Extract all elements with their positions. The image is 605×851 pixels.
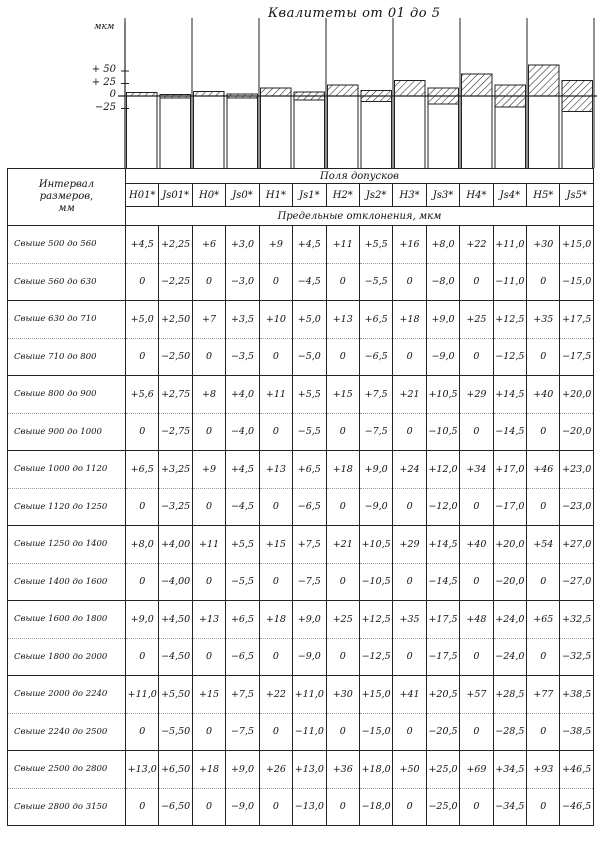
- column-header: Js01*: [159, 184, 192, 207]
- deviation-cell: +15: [192, 676, 225, 714]
- deviation-cell: +11,0: [293, 676, 326, 714]
- deviation-cell: +27,0: [560, 526, 594, 564]
- size-range-cell: Свыше 560 до 630: [8, 263, 126, 301]
- deviation-cell: +8: [192, 376, 225, 414]
- deviation-cell: 0: [393, 413, 426, 451]
- column-header: Js0*: [226, 184, 259, 207]
- deviation-cell: 0: [126, 788, 159, 826]
- deviation-cell: +18: [259, 601, 292, 639]
- deviation-cell: 0: [326, 488, 359, 526]
- deviation-cell: −18,0: [359, 788, 392, 826]
- deviation-cell: 0: [460, 788, 493, 826]
- deviation-cell: −23,0: [560, 488, 594, 526]
- deviation-cell: −28,5: [493, 713, 526, 751]
- column-header: Js4*: [493, 184, 526, 207]
- deviation-cell: +6,5: [359, 301, 392, 339]
- size-range-cell: Свыше 800 до 900: [8, 376, 126, 414]
- deviation-cell: +25,0: [426, 751, 459, 789]
- deviation-cell: +4,5: [293, 226, 326, 264]
- deviation-cell: −11,0: [293, 713, 326, 751]
- column-header: H2*: [326, 184, 359, 207]
- size-range-cell: Свыше 2500 до 2800: [8, 751, 126, 789]
- deviation-cell: 0: [460, 488, 493, 526]
- deviation-cell: +38,5: [560, 676, 594, 714]
- deviation-cell: +7,5: [226, 676, 259, 714]
- deviation-cell: +5,5: [359, 226, 392, 264]
- y-axis-unit-label: мкм: [94, 22, 115, 32]
- deviation-cell: −13,0: [293, 788, 326, 826]
- deviation-cell: +8,0: [126, 526, 159, 564]
- deviation-cell: −15,0: [359, 713, 392, 751]
- deviation-cell: 0: [259, 713, 292, 751]
- tolerance-bar: [261, 88, 292, 96]
- deviation-cell: −5,50: [159, 713, 192, 751]
- y-tick-label: −25: [94, 101, 116, 113]
- deviation-cell: −15,0: [560, 263, 594, 301]
- deviation-cell: +15,0: [560, 226, 594, 264]
- deviation-cell: 0: [527, 563, 560, 601]
- deviation-cell: +5,5: [226, 526, 259, 564]
- deviation-cell: +9,0: [126, 601, 159, 639]
- deviation-cell: −14,5: [426, 563, 459, 601]
- table-row: [8, 376, 594, 414]
- page-title: Квалитеты от 01 до 5: [268, 6, 441, 21]
- deviation-cell: +13: [259, 451, 292, 489]
- deviation-cell: +6,5: [293, 451, 326, 489]
- deviation-cell: −8,0: [426, 263, 459, 301]
- deviation-cell: −10,5: [359, 563, 392, 601]
- deviation-cell: −27,0: [560, 563, 594, 601]
- deviation-cell: +30: [326, 676, 359, 714]
- table-row: [8, 451, 594, 489]
- deviation-cell: 0: [460, 563, 493, 601]
- deviation-cell: +22: [259, 676, 292, 714]
- deviation-cell: +2,75: [159, 376, 192, 414]
- deviation-cell: +24,0: [493, 601, 526, 639]
- deviation-cell: 0: [259, 638, 292, 676]
- deviation-cell: −7,5: [359, 413, 392, 451]
- deviation-cell: +12,5: [359, 601, 392, 639]
- size-range-cell: Свыше 500 до 560: [8, 226, 126, 264]
- deviation-cell: 0: [192, 338, 225, 376]
- tolerance-bar: [529, 65, 560, 96]
- deviation-cell: +5,0: [293, 301, 326, 339]
- deviation-cell: 0: [259, 413, 292, 451]
- table-row: [8, 713, 594, 751]
- deviation-cell: +14,5: [493, 376, 526, 414]
- deviation-cell: +5,6: [126, 376, 159, 414]
- deviation-cell: +29: [393, 526, 426, 564]
- interval-header-line-3: мм: [58, 203, 75, 214]
- column-header: H5*: [527, 184, 560, 207]
- deviation-cell: 0: [126, 563, 159, 601]
- deviation-cell: 0: [126, 263, 159, 301]
- deviation-cell: −5,5: [293, 413, 326, 451]
- deviation-cell: +10,5: [426, 376, 459, 414]
- deviation-cell: 0: [192, 263, 225, 301]
- table-row: [8, 488, 594, 526]
- deviation-cell: +3,25: [159, 451, 192, 489]
- deviation-cell: +9: [259, 226, 292, 264]
- deviation-cell: +6,5: [226, 601, 259, 639]
- deviation-cell: +46,5: [560, 751, 594, 789]
- table-row: [8, 526, 594, 564]
- deviation-cell: +6,50: [159, 751, 192, 789]
- deviation-cell: +13: [192, 601, 225, 639]
- deviation-cell: −9,0: [426, 338, 459, 376]
- deviation-cell: +35: [527, 301, 560, 339]
- deviation-cell: +48: [460, 601, 493, 639]
- deviation-cell: +10,5: [359, 526, 392, 564]
- column-header: H01*: [126, 184, 159, 207]
- tolerance-bar: [328, 85, 359, 96]
- deviation-cell: −7,5: [226, 713, 259, 751]
- deviation-cell: −38,5: [560, 713, 594, 751]
- column-header: H0*: [192, 184, 225, 207]
- deviation-cell: +5,0: [126, 301, 159, 339]
- deviation-cell: +2,25: [159, 226, 192, 264]
- deviation-cell: −7,5: [293, 563, 326, 601]
- deviation-cell: −12,5: [493, 338, 526, 376]
- column-header: Js3*: [426, 184, 459, 207]
- deviation-cell: 0: [527, 263, 560, 301]
- deviation-cell: 0: [259, 338, 292, 376]
- table-row: [8, 413, 594, 451]
- size-range-cell: Свыше 1400 до 1600: [8, 563, 126, 601]
- deviation-cell: −12,0: [426, 488, 459, 526]
- tolerance-bar: [462, 74, 493, 96]
- deviation-cell: +2,50: [159, 301, 192, 339]
- deviation-cell: 0: [192, 563, 225, 601]
- y-tick-label: 0: [109, 89, 116, 100]
- deviation-cell: +4,0: [226, 376, 259, 414]
- deviations-header: Предельные отклонения, мкм: [126, 207, 594, 226]
- table-row: [8, 338, 594, 376]
- deviation-cell: +20,0: [560, 376, 594, 414]
- deviation-cell: +30: [527, 226, 560, 264]
- deviation-cell: +17,5: [560, 301, 594, 339]
- deviation-cell: +15: [326, 376, 359, 414]
- deviation-cell: +40: [460, 526, 493, 564]
- deviation-cell: −11,0: [493, 263, 526, 301]
- tolerance-bar: [395, 81, 426, 97]
- table-row: [8, 263, 594, 301]
- deviation-cell: +7: [192, 301, 225, 339]
- table-row: [8, 301, 594, 339]
- deviation-cell: −4,00: [159, 563, 192, 601]
- deviation-cell: +17,5: [426, 601, 459, 639]
- deviation-cell: 0: [460, 713, 493, 751]
- deviation-cell: 0: [326, 563, 359, 601]
- deviation-cell: −14,5: [493, 413, 526, 451]
- deviation-cell: +22: [460, 226, 493, 264]
- deviation-cell: +17,0: [493, 451, 526, 489]
- deviation-cell: +34,5: [493, 751, 526, 789]
- deviation-cell: +11,0: [126, 676, 159, 714]
- deviation-cell: 0: [527, 338, 560, 376]
- deviation-cell: +35: [393, 601, 426, 639]
- deviation-cell: +15: [259, 526, 292, 564]
- deviation-cell: +32,5: [560, 601, 594, 639]
- deviation-cell: −25,0: [426, 788, 459, 826]
- deviation-cell: 0: [326, 788, 359, 826]
- column-header: Js5*: [560, 184, 594, 207]
- deviation-cell: −3,5: [226, 338, 259, 376]
- size-range-cell: Свыше 2000 до 2240: [8, 676, 126, 714]
- deviation-cell: +13,0: [293, 751, 326, 789]
- deviation-cell: +54: [527, 526, 560, 564]
- deviation-cell: −3,0: [226, 263, 259, 301]
- deviation-cell: 0: [126, 713, 159, 751]
- deviation-cell: 0: [192, 713, 225, 751]
- deviation-cell: +11,0: [493, 226, 526, 264]
- deviation-cell: +12,0: [426, 451, 459, 489]
- deviation-cell: 0: [393, 713, 426, 751]
- size-range-cell: Свыше 1600 до 1800: [8, 601, 126, 639]
- deviation-cell: +13,0: [126, 751, 159, 789]
- size-range-cell: Свыше 2240 до 2500: [8, 713, 126, 751]
- deviation-cell: 0: [259, 788, 292, 826]
- deviation-cell: 0: [460, 413, 493, 451]
- deviation-cell: 0: [326, 413, 359, 451]
- deviation-cell: 0: [393, 788, 426, 826]
- table-row: [8, 676, 594, 714]
- deviation-cell: −4,0: [226, 413, 259, 451]
- column-header: H1*: [259, 184, 292, 207]
- column-header: H4*: [460, 184, 493, 207]
- deviation-cell: +26: [259, 751, 292, 789]
- deviation-cell: −5,5: [226, 563, 259, 601]
- deviation-cell: +7,5: [359, 376, 392, 414]
- deviation-cell: +4,5: [226, 451, 259, 489]
- deviation-cell: −6,5: [226, 638, 259, 676]
- deviation-cell: +25: [460, 301, 493, 339]
- deviation-cell: −46,5: [560, 788, 594, 826]
- y-tick-label: + 50: [91, 64, 116, 75]
- deviation-cell: 0: [393, 563, 426, 601]
- deviation-cell: +10: [259, 301, 292, 339]
- deviation-cell: +41: [393, 676, 426, 714]
- deviation-cell: +23,0: [560, 451, 594, 489]
- deviation-cell: +24: [393, 451, 426, 489]
- deviation-cell: −2,75: [159, 413, 192, 451]
- deviation-cell: 0: [460, 338, 493, 376]
- deviation-cell: +15,0: [359, 676, 392, 714]
- deviation-cell: 0: [192, 488, 225, 526]
- y-tick-label: + 25: [91, 76, 116, 88]
- size-range-cell: Свыше 2800 до 3150: [8, 788, 126, 826]
- deviation-cell: −3,25: [159, 488, 192, 526]
- tolerance-table: [7, 168, 594, 826]
- deviation-cell: 0: [192, 413, 225, 451]
- table-row: [8, 563, 594, 601]
- deviation-cell: 0: [326, 338, 359, 376]
- deviation-cell: +20,5: [426, 676, 459, 714]
- deviation-cell: +34: [460, 451, 493, 489]
- deviation-cell: −4,5: [226, 488, 259, 526]
- deviation-cell: −9,0: [359, 488, 392, 526]
- deviation-cell: −6,50: [159, 788, 192, 826]
- deviation-cell: 0: [326, 638, 359, 676]
- deviation-cell: +4,00: [159, 526, 192, 564]
- deviation-cell: +6: [192, 226, 225, 264]
- deviation-cell: −20,5: [426, 713, 459, 751]
- deviation-cell: +12,5: [493, 301, 526, 339]
- deviation-cell: −17,0: [493, 488, 526, 526]
- deviation-cell: +11: [326, 226, 359, 264]
- deviation-cell: +5,50: [159, 676, 192, 714]
- interval-header-line-1: Интервал: [38, 179, 95, 190]
- deviation-cell: +50: [393, 751, 426, 789]
- deviation-cell: 0: [259, 263, 292, 301]
- size-range-cell: Свыше 1000 до 1120: [8, 451, 126, 489]
- deviation-cell: 0: [192, 638, 225, 676]
- deviation-cell: 0: [126, 488, 159, 526]
- table-row: [8, 226, 594, 264]
- interval-header: [8, 169, 126, 226]
- deviation-cell: −5,0: [293, 338, 326, 376]
- deviation-cell: +9,0: [293, 601, 326, 639]
- deviation-cell: 0: [527, 713, 560, 751]
- deviation-cell: 0: [326, 713, 359, 751]
- deviation-cell: 0: [126, 638, 159, 676]
- deviation-cell: +13: [326, 301, 359, 339]
- deviation-cell: 0: [192, 788, 225, 826]
- deviation-cell: −17,5: [560, 338, 594, 376]
- deviation-cell: +4,5: [126, 226, 159, 264]
- deviation-cell: 0: [326, 263, 359, 301]
- deviation-cell: +6,5: [126, 451, 159, 489]
- deviation-cell: +21: [326, 526, 359, 564]
- deviation-cell: +28,5: [493, 676, 526, 714]
- deviation-cell: +65: [527, 601, 560, 639]
- deviation-cell: −17,5: [426, 638, 459, 676]
- deviation-cell: +20,0: [493, 526, 526, 564]
- column-header: H3*: [393, 184, 426, 207]
- table-row: [8, 751, 594, 789]
- deviation-cell: 0: [393, 263, 426, 301]
- deviation-cell: −2,50: [159, 338, 192, 376]
- deviation-cell: +9: [192, 451, 225, 489]
- deviation-cell: −12,5: [359, 638, 392, 676]
- size-range-cell: Свыше 1250 до 1400: [8, 526, 126, 564]
- deviation-cell: +69: [460, 751, 493, 789]
- deviation-cell: +4,50: [159, 601, 192, 639]
- deviation-cell: 0: [393, 338, 426, 376]
- deviation-cell: −20,0: [493, 563, 526, 601]
- deviation-cell: +93: [527, 751, 560, 789]
- deviation-cell: −24,0: [493, 638, 526, 676]
- deviation-cell: +16: [393, 226, 426, 264]
- deviation-cell: −9,0: [293, 638, 326, 676]
- deviation-cell: +7,5: [293, 526, 326, 564]
- deviation-cell: +46: [527, 451, 560, 489]
- deviation-cell: −20,0: [560, 413, 594, 451]
- deviation-cell: +77: [527, 676, 560, 714]
- deviation-cell: +57: [460, 676, 493, 714]
- deviation-cell: +36: [326, 751, 359, 789]
- tolerance-fields-header: Поля допусков: [126, 169, 594, 184]
- tolerance-bar: [194, 92, 225, 97]
- deviation-cell: −4,50: [159, 638, 192, 676]
- deviation-cell: 0: [527, 638, 560, 676]
- table-row: [8, 788, 594, 826]
- deviation-cell: +25: [326, 601, 359, 639]
- deviation-cell: +18,0: [359, 751, 392, 789]
- deviation-cell: 0: [460, 638, 493, 676]
- deviation-cell: −6,5: [359, 338, 392, 376]
- deviation-cell: 0: [259, 488, 292, 526]
- deviation-cell: +5,5: [293, 376, 326, 414]
- deviation-cell: 0: [527, 788, 560, 826]
- size-range-cell: Свыше 900 до 1000: [8, 413, 126, 451]
- deviation-cell: +11: [259, 376, 292, 414]
- column-header: Js2*: [359, 184, 392, 207]
- table-row: [8, 601, 594, 639]
- deviation-cell: 0: [460, 263, 493, 301]
- deviation-cell: +8,0: [426, 226, 459, 264]
- deviation-cell: 0: [527, 488, 560, 526]
- size-range-cell: Свыше 1800 до 2000: [8, 638, 126, 676]
- deviation-cell: −5,5: [359, 263, 392, 301]
- interval-header-line-2: размеров,: [39, 191, 94, 202]
- deviation-cell: −6,5: [293, 488, 326, 526]
- deviation-cell: +21: [393, 376, 426, 414]
- deviation-cell: +9,0: [359, 451, 392, 489]
- deviation-cell: 0: [393, 638, 426, 676]
- deviation-cell: +40: [527, 376, 560, 414]
- deviation-cell: −4,5: [293, 263, 326, 301]
- deviation-cell: +3,0: [226, 226, 259, 264]
- deviation-cell: 0: [126, 413, 159, 451]
- deviation-cell: −32,5: [560, 638, 594, 676]
- size-range-cell: Свыше 710 до 800: [8, 338, 126, 376]
- deviation-cell: +14,5: [426, 526, 459, 564]
- deviation-cell: −34,5: [493, 788, 526, 826]
- deviation-cell: 0: [259, 563, 292, 601]
- deviation-cell: −2,25: [159, 263, 192, 301]
- deviation-cell: 0: [126, 338, 159, 376]
- size-range-cell: Свыше 1120 до 1250: [8, 488, 126, 526]
- deviation-cell: 0: [393, 488, 426, 526]
- deviation-cell: +9,0: [426, 301, 459, 339]
- deviation-cell: +18: [326, 451, 359, 489]
- deviation-cell: +11: [192, 526, 225, 564]
- deviation-cell: +18: [393, 301, 426, 339]
- deviation-cell: 0: [527, 413, 560, 451]
- deviation-cell: −9,0: [226, 788, 259, 826]
- deviation-cell: +29: [460, 376, 493, 414]
- column-header: Js1*: [293, 184, 326, 207]
- deviation-cell: −10,5: [426, 413, 459, 451]
- deviation-cell: +18: [192, 751, 225, 789]
- size-range-cell: Свыше 630 до 710: [8, 301, 126, 339]
- table-row: [8, 638, 594, 676]
- deviation-cell: +9,0: [226, 751, 259, 789]
- deviation-cell: +3,5: [226, 301, 259, 339]
